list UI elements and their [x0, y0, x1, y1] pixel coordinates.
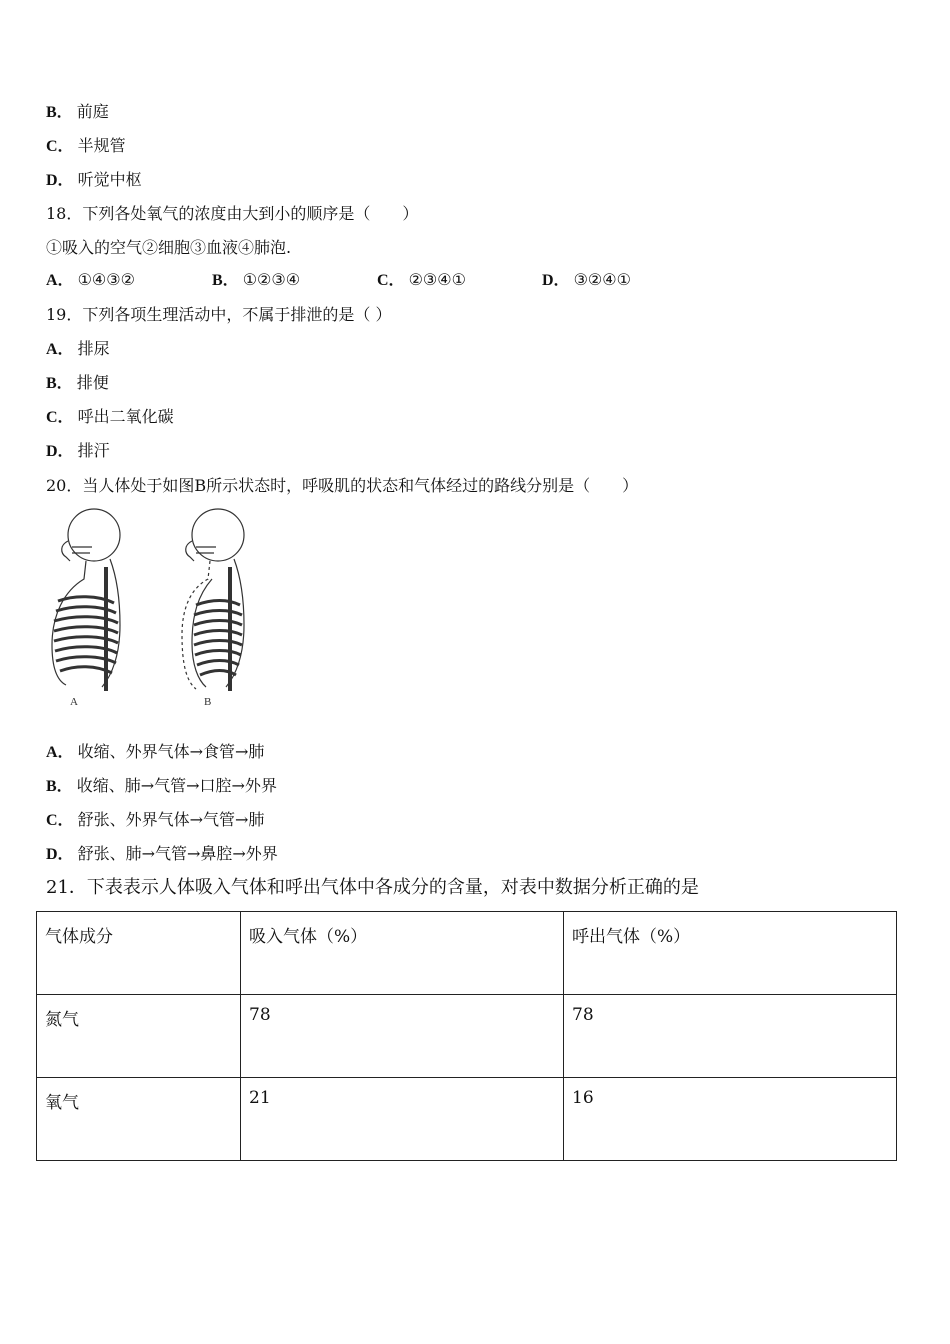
q17-option-c — [46, 136, 126, 157]
figure-b-torso — [182, 509, 244, 691]
breathing-diagram — [46, 505, 276, 715]
option-text: ①④③② — [77, 270, 135, 289]
option-text: 收缩、肺→气管→口腔→外界 — [76, 776, 277, 795]
option-text: 前庭 — [76, 102, 109, 121]
q19-stem: 19．下列各项生理活动中，不属于排泄的是（ ） — [46, 305, 392, 324]
q19-option-b — [46, 373, 109, 394]
option-letter: B． — [46, 104, 73, 121]
option-letter: C． — [46, 138, 74, 155]
q20-option-d — [46, 844, 278, 865]
table-cell: 16 — [564, 1078, 897, 1161]
option-text: ①②③④ — [242, 270, 301, 289]
table-header-cell: 呼出气体（%） — [564, 912, 897, 995]
table-cell: 氮气 — [37, 995, 241, 1078]
q19-option-a — [46, 339, 110, 360]
q19-option-c — [46, 407, 174, 428]
option-letter: B． — [212, 272, 239, 289]
option-letter: D． — [46, 443, 74, 460]
option-text: 呼出二氧化碳 — [77, 407, 174, 426]
figure-a-torso — [52, 509, 120, 691]
q18-option-b — [212, 270, 300, 291]
q20-option-b — [46, 776, 277, 797]
figure-b-label: B — [204, 696, 212, 708]
option-letter: B． — [46, 778, 73, 795]
option-letter: D． — [46, 172, 74, 189]
option-text: 半规管 — [77, 136, 126, 155]
gas-composition-table — [36, 911, 897, 1161]
option-letter: A． — [46, 341, 74, 358]
table-header-cell: 气体成分 — [37, 912, 241, 995]
option-text: 排汗 — [77, 441, 110, 460]
option-text: ②③④① — [408, 270, 466, 289]
table-cell: 78 — [564, 995, 897, 1078]
q18-option-a — [46, 270, 135, 291]
option-letter: C． — [46, 409, 74, 426]
option-text: 排便 — [76, 373, 109, 392]
q17-option-b — [46, 102, 109, 123]
option-letter: D． — [46, 846, 74, 863]
breathing-figure-svg — [46, 505, 276, 715]
q20-option-c — [46, 810, 264, 831]
q18-options-row — [46, 270, 906, 290]
q18-substem: ①吸入的空气②细胞③血液④肺泡. — [46, 238, 292, 257]
q19-option-d — [46, 441, 110, 462]
q18-stem: 18．下列各处氧气的浓度由大到小的顺序是（ ） — [46, 204, 419, 223]
q21-stem: 21．下表表示人体吸入气体和呼出气体中各成分的含量，对表中数据分析正确的是 — [46, 877, 699, 898]
option-letter: C． — [46, 812, 74, 829]
option-letter: A． — [46, 272, 74, 289]
table-header-cell: 吸入气体（%） — [241, 912, 564, 995]
option-text: 舒张、外界气体→气管→肺 — [77, 810, 265, 829]
option-text: 收缩、外界气体→食管→肺 — [77, 742, 265, 761]
q18-option-d — [542, 270, 631, 291]
option-letter: C． — [377, 272, 405, 289]
table-cell: 78 — [241, 995, 564, 1078]
q20-option-a — [46, 742, 264, 763]
option-text: 排尿 — [77, 339, 110, 358]
table-cell: 21 — [241, 1078, 564, 1161]
option-letter: D． — [542, 272, 570, 289]
q20-stem: 20．当人体处于如图B所示状态时，呼吸肌的状态和气体经过的路线分别是（ ） — [46, 476, 639, 495]
option-letter: A． — [46, 744, 74, 761]
q17-option-d — [46, 170, 142, 191]
option-text: 舒张、肺→气管→鼻腔→外界 — [77, 844, 278, 863]
table-row — [37, 1078, 897, 1161]
option-text: 听觉中枢 — [77, 170, 142, 189]
table-cell: 氧气 — [37, 1078, 241, 1161]
table-row — [37, 995, 897, 1078]
figure-a-label: A — [70, 696, 78, 708]
option-letter: B． — [46, 375, 73, 392]
q18-option-c — [377, 270, 466, 291]
table-header-row — [37, 912, 897, 995]
option-text: ③②④① — [573, 270, 631, 289]
